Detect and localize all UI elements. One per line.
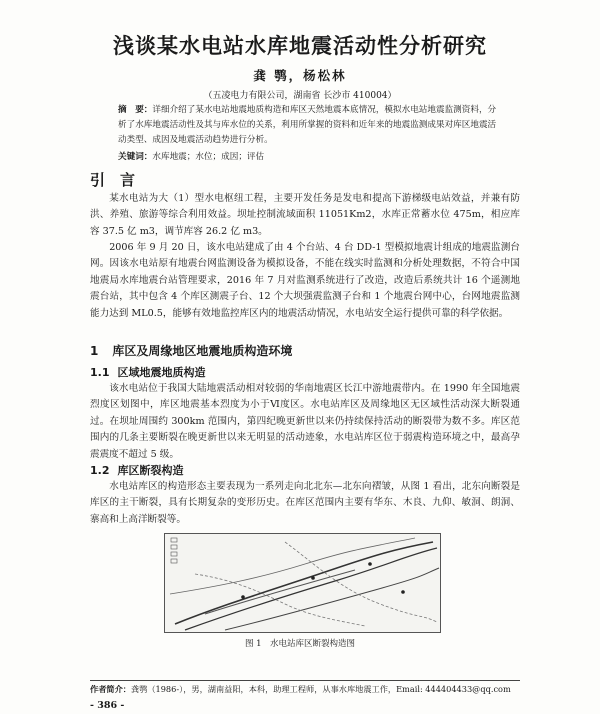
footnote-divider [90,680,520,681]
station-marker [401,590,405,594]
footnote-text: 龚鹗（1986-），男，湖南益阳，本科，助理工程师，从事水库地震工作，Email: 444404433@qq.com [130,684,511,694]
section-1-1-heading [90,364,206,380]
keywords-text: 水库地震；水位；成因；评估 [152,152,265,162]
figure-caption: 图 1 水电站库区断裂构造图 [244,639,356,649]
authors: 龚 鹗，杨松林 [253,68,347,83]
section-1-2-heading [90,462,184,478]
map-graphic [165,534,440,632]
abstract-text: 详细介绍了某水电站地震地质构造和库区天然地震本底情况，模拟水电站地震监测资料，分析了水库地震活动性及其与库水位的关系，利用所掌握的资料和近年来的地震监测成果对库区地震活动类型、成因及地震活动趋势进行分析。 [118,105,497,145]
keywords [118,150,498,162]
section-1-2-paragraph: 水电站库区的构造形态主要表现为一系列走向北北东—北东向褶皱，从图 1 看出，北东向断裂是库区的主干断裂，具有长期复杂的变形历史。在库区范围内主要有华东、木良、九仰、敏洞、朗洞、寨高和上高洋断裂等。 [90,481,520,525]
section-1-1-title: 区域地震地质构造 [117,366,206,379]
section-1-1-number: 1.1 [90,366,110,379]
author-footnote [90,684,511,695]
affiliation: （五凌电力有限公司，湖南省 长沙市 410004） [203,91,397,101]
intro-paragraph-1: 某水电站为大（1）型水电枢纽工程，主要开发任务是发电和提高下游梯级电站效益，并兼有防洪、养殖、旅游等综合利用效益。坝址控制流域面积 11051Km2，水库正常蓄水位 475m，相应库容 37.5 亿 m3，调节库容 26.2 亿 m3。 [90,193,520,237]
fault-structure-map [164,533,441,633]
section-1-2-number: 1.2 [90,464,110,477]
intro-heading: 引 言 [90,171,136,189]
station-marker [241,595,245,599]
section-1-heading [90,342,292,359]
station-marker [311,576,315,580]
abstract-label: 摘 要： [118,105,153,115]
footnote-label: 作者简介： [90,684,131,694]
section-1-title: 库区及周缘地区地震地质构造环境 [112,344,293,358]
keywords-label: 关键词： [118,152,153,162]
station-marker [368,562,372,566]
page-number: - 386 - [90,700,125,711]
section-1-number: 1 [90,344,99,358]
intro-paragraph-2: 2006 年 9 月 20 日，该水电站建成了由 4 个台站、4 台 DD-1 型模拟地震计组成的地震监测台网。因该水电站原有地震台网监测设备为模拟设备，不能在线实时监测和分析处理数据，不符合中国地震局水库地震台站管理要求，2016 年 7 月对监测系统进行了改造，改造后系统共计 16 个遥测地震台站，其中包含 4 个库区测震子台、12 个大坝强震监测子台和 1 个地震台网中心，台网地震监测能力达到 ML0.5，能够有效地监控库区内的地震活动情况，水电站安全运行提供可靠的科学依据。 [90,242,520,319]
abstract [118,103,498,148]
section-1-1-paragraph: 该水电站位于我国大陆地震活动相对较弱的华南地震区长江中游地震带内。在 1990 年全国地震烈度区划图中，库区地震基本烈度为小于Ⅵ度区。水电站库区及周缘地区无区域性活动深大断裂通过。在坝址周围约 300km 范围内，第四纪晚更新世以来仍持续保持活动的断裂带为数不多。库区范围内的几条主要断裂在晚更新世以来无明显的活动迹象，水电站库区位于弱震构造环境之中，最高孕震震度不超过 5 级。 [90,383,520,460]
paper-title: 浅谈某水电站水库地震活动性分析研究 [113,34,487,58]
section-1-2-title: 库区断裂构造 [117,464,184,477]
